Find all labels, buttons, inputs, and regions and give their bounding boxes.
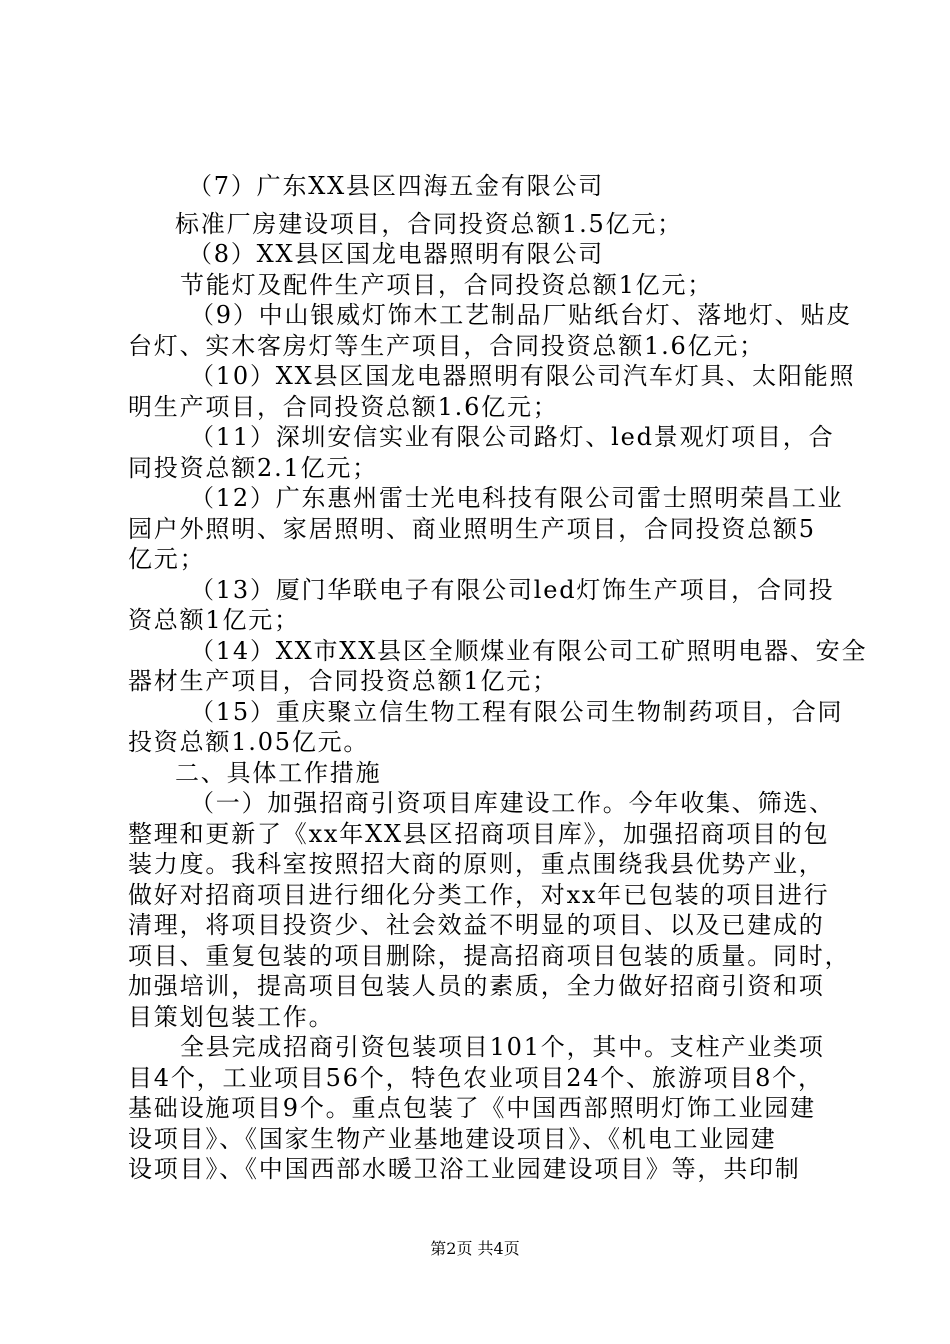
text-line: 项目、重复包装的项目删除，提高招商项目包装的质量。同时， xyxy=(128,942,851,970)
text-line: （7）广东XX县区四海五金有限公司 xyxy=(188,172,605,200)
text-line: 全县完成招商引资包装项目101个，其中。支柱产业类项 xyxy=(180,1033,825,1061)
text-line: 同投资总额2.1亿元； xyxy=(128,454,378,482)
text-line: 整理和更新了《xx年XX县区招商项目库》，加强招商项目的包 xyxy=(128,820,830,848)
text-line: 器材生产项目，合同投资总额1亿元； xyxy=(128,667,558,695)
text-line: 节能灯及配件生产项目，合同投资总额1亿元； xyxy=(180,271,714,299)
text-line: （10）XX县区国龙电器照明有限公司汽车灯具、太阳能照 xyxy=(190,362,856,390)
text-line: （9）中山银威灯饰木工艺制品厂贴纸台灯、落地灯、贴皮 xyxy=(190,301,853,329)
text-line: （14）XX市XX县区全顺煤业有限公司工矿照明电器、安全 xyxy=(190,637,868,665)
text-line: 台灯、实木客房灯等生产项目，合同投资总额1.6亿元； xyxy=(128,332,765,360)
text-line: 基础设施项目9个。重点包装了《中国西部照明灯饰工业园建 xyxy=(128,1094,816,1122)
text-line: （一）加强招商引资项目库建设工作。今年收集、筛选、 xyxy=(190,789,835,817)
text-line: （15）重庆聚立信生物工程有限公司生物制药项目，合同 xyxy=(190,698,844,726)
text-line: 标准厂房建设项目，合同投资总额1.5亿元； xyxy=(175,210,683,238)
text-line: 装力度。我科室按照招大商的原则，重点围绕我县优势产业， xyxy=(128,850,825,878)
text-line: （13）厦门华联电子有限公司led灯饰生产项目，合同投 xyxy=(190,576,835,604)
text-line: 园户外照明、家居照明、商业照明生产项目，合同投资总额5 xyxy=(128,515,816,543)
text-line: 明生产项目，合同投资总额1.6亿元； xyxy=(128,393,559,421)
text-line: （8）XX县区国龙电器照明有限公司 xyxy=(188,240,605,268)
text-line: 做好对招商项目进行细化分类工作，对xx年已包装的项目进行 xyxy=(128,881,830,909)
text-line: 目策划包装工作。 xyxy=(128,1003,335,1031)
text-line: 资总额1亿元； xyxy=(128,606,300,634)
text-line: 亿元； xyxy=(128,545,206,573)
text-line: （12）广东惠州雷士光电科技有限公司雷士照明荣昌工业 xyxy=(190,484,844,512)
text-line: 投资总额1.05亿元。 xyxy=(128,728,370,756)
text-line: 设项目》、《国家生物产业基地建设项目》、《机电工业园建 xyxy=(128,1125,777,1153)
text-line: 设项目》、《中国西部水暖卫浴工业园建设项目》等，共印制 xyxy=(128,1155,801,1183)
text-line: 清理，将项目投资少、社会效益不明显的项目、以及已建成的 xyxy=(128,911,825,939)
text-line: 目4个，工业项目56个，特色农业项目24个、旅游项目8个， xyxy=(128,1064,824,1092)
page-footer: 第2页 共4页 xyxy=(430,1239,520,1258)
text-line: （11）深圳安信实业有限公司路灯、led景观灯项目，合 xyxy=(190,423,835,451)
section-heading: 二、具体工作措施 xyxy=(175,759,382,787)
text-line: 加强培训，提高项目包装人员的素质，全力做好招商引资和项 xyxy=(128,972,825,1000)
